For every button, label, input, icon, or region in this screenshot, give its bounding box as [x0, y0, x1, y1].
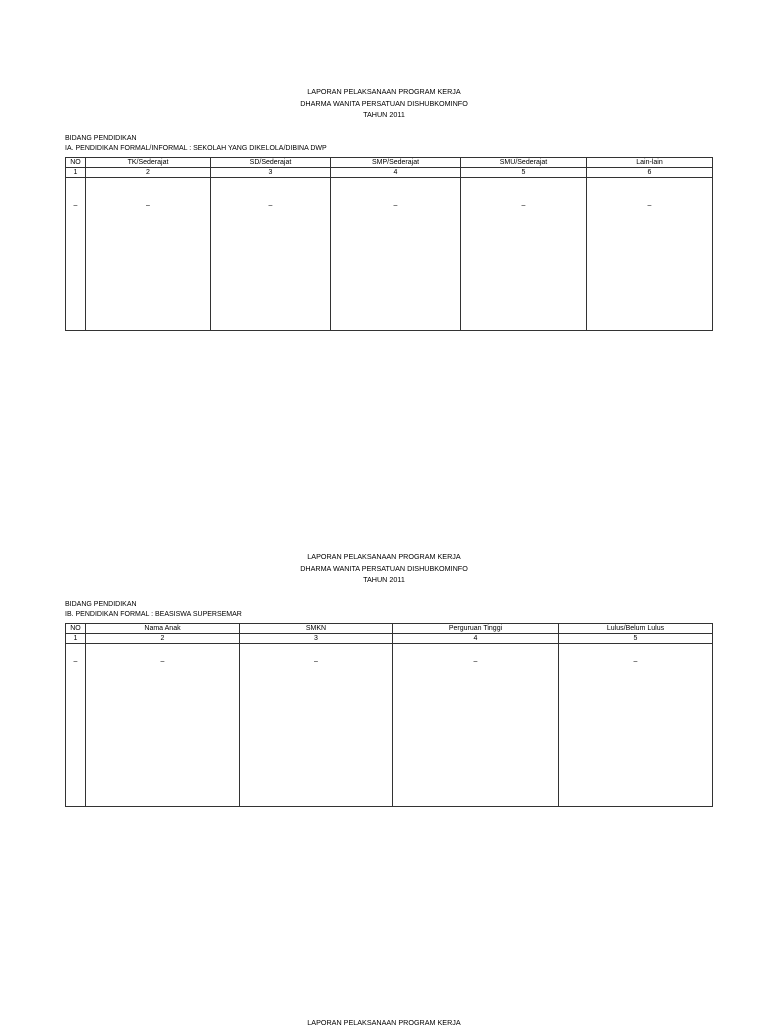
report2-num-5: 5 — [559, 634, 713, 644]
report1-num-4: 4 — [331, 168, 461, 178]
report1-num-1: 1 — [66, 168, 86, 178]
report1-section-label: IA. PENDIDIKAN FORMAL/INFORMAL : SEKOLAH YANG DIKELOLA/DIBINA DWP — [65, 145, 327, 152]
report1-cell-tk: – — [86, 178, 211, 331]
report1-header — [0, 86, 768, 121]
report2-num-2: 2 — [86, 634, 240, 644]
report2-num-1: 1 — [66, 634, 86, 644]
report2-cell-nama: – — [86, 644, 240, 807]
report1-section-labels — [65, 134, 327, 154]
report2-field-label: BIDANG PENDIDIKAN — [65, 601, 137, 608]
report2-cell-no: – — [66, 644, 86, 807]
report1-col-no: NO — [66, 158, 86, 168]
report2-header — [0, 551, 768, 586]
report2-data-row — [66, 644, 713, 807]
report1-col-tk: TK/Sederajat — [86, 158, 211, 168]
report2-title-line-3: TAHUN 2011 — [363, 575, 405, 584]
report2-table — [65, 623, 713, 807]
report2-col-nama: Nama Anak — [86, 624, 240, 634]
report1-col-smp: SMP/Sederajat — [331, 158, 461, 168]
report1-num-6: 6 — [587, 168, 713, 178]
report1-num-3: 3 — [211, 168, 331, 178]
report1-number-row — [66, 168, 713, 178]
report1-title-line-2: DHARMA WANITA PERSATUAN DISHUBKOMINFO — [300, 98, 468, 108]
report1-col-smu: SMU/Sederajat — [461, 158, 587, 168]
report2-cell-smkn: – — [240, 644, 393, 807]
report2-section-labels — [65, 600, 242, 620]
report1-header-row — [66, 158, 713, 168]
report2-title-line-2: DHARMA WANITA PERSATUAN DISHUBKOMINFO — [300, 563, 468, 573]
report2-title-line-1: LAPORAN PELAKSANAAN PROGRAM KERJA — [307, 552, 461, 561]
report1-cell-smu: – — [461, 178, 587, 331]
report2-col-smkn: SMKN — [240, 624, 393, 634]
report1-cell-sd: – — [211, 178, 331, 331]
report1-cell-lain: – — [587, 178, 713, 331]
report2-number-row — [66, 634, 713, 644]
report2-header-row — [66, 624, 713, 634]
report1-title-line-3: TAHUN 2011 — [363, 110, 405, 119]
report1-num-5: 5 — [461, 168, 587, 178]
report1-cell-no: – — [66, 178, 86, 331]
report1-data-row — [66, 178, 713, 331]
report3-title-line-1: LAPORAN PELAKSANAAN PROGRAM KERJA — [307, 1018, 461, 1027]
report1-field-label: BIDANG PENDIDIKAN — [65, 135, 137, 142]
report2-num-4: 4 — [393, 634, 559, 644]
report1-col-lain: Lain-lain — [587, 158, 713, 168]
report2-col-no: NO — [66, 624, 86, 634]
report2-num-3: 3 — [240, 634, 393, 644]
report2-cell-lulus: – — [559, 644, 713, 807]
report2-col-pt: Perguruan Tinggi — [393, 624, 559, 634]
report1-table — [65, 157, 713, 331]
report2-section-label: IB. PENDIDIKAN FORMAL : BEASISWA SUPERSEMAR — [65, 611, 242, 618]
report1-cell-smp: – — [331, 178, 461, 331]
report1-title-line-1: LAPORAN PELAKSANAAN PROGRAM KERJA — [307, 87, 461, 96]
report2-cell-pt: – — [393, 644, 559, 807]
report1-num-2: 2 — [86, 168, 211, 178]
report1-col-sd: SD/Sederajat — [211, 158, 331, 168]
report2-col-lulus: Lulus/Belum Lulus — [559, 624, 713, 634]
